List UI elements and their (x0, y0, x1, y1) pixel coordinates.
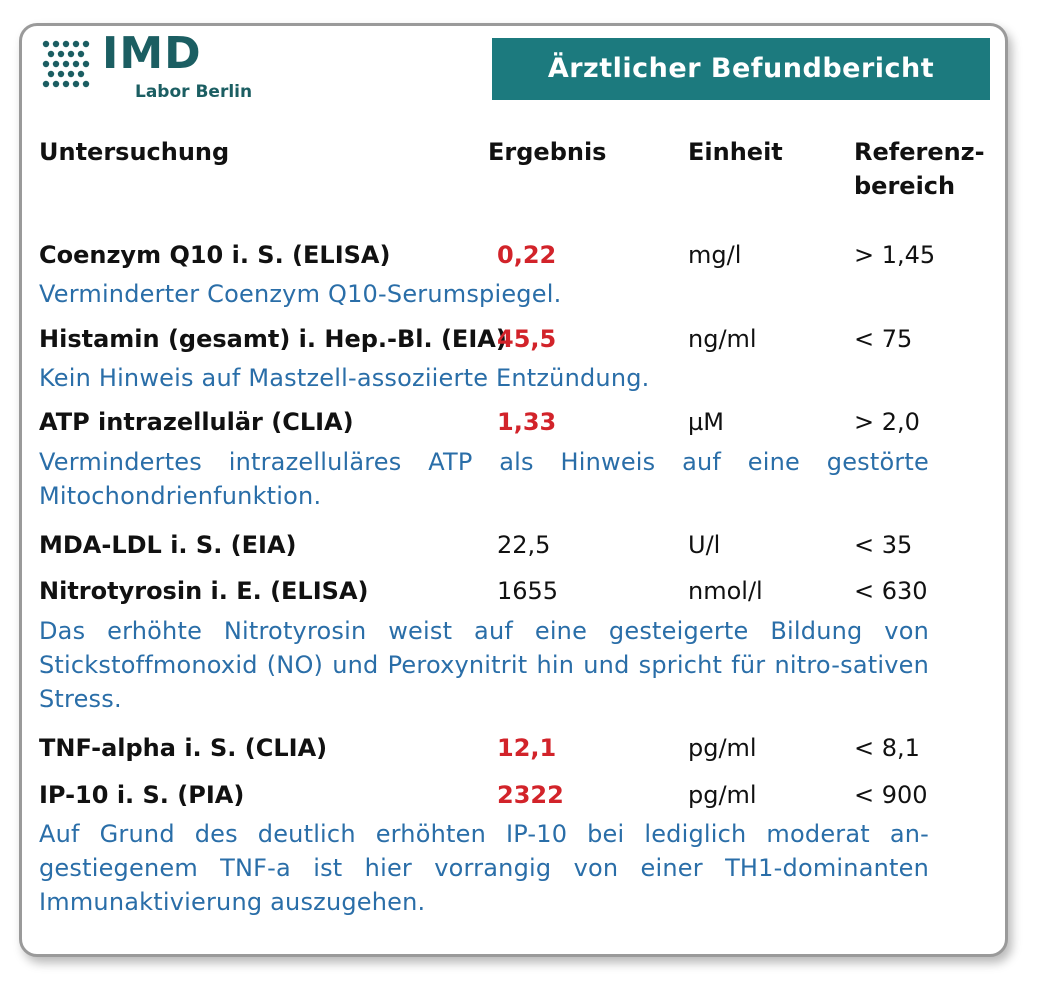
test-result: 0,22 (497, 241, 557, 269)
comment-ip-10: Auf Grund des deutlich erhöhten IP-10 bei lediglich moderat an-gestiegenem TNF-a ist hier vorrangig von einer TH1-dominanten Immunaktivierung auszugehen. (39, 820, 929, 916)
imd-logo (40, 28, 270, 108)
result-row-tnf-alpha (0, 731, 1046, 771)
test-reference: > 1,45 (854, 241, 936, 269)
header-reference-line1: Referenz- (854, 138, 985, 166)
test-unit: U/l (688, 531, 721, 559)
result-row-histamin (0, 322, 1046, 362)
result-row-nitrotyrosin (0, 574, 1046, 614)
test-reference: < 900 (854, 781, 928, 809)
result-row-atp (0, 405, 1046, 445)
test-unit: ng/ml (688, 325, 757, 353)
report-title-banner: Ärztlicher Befundbericht (492, 38, 990, 100)
header-result: Ergebnis (488, 138, 607, 166)
comment-nitrotyrosin: Das erhöhte Nitrotyrosin weist auf eine gesteigerte Bildung von Stickstoffmonoxid (NO) und Peroxynitrit hin und spricht für nitro-sativen Stress. (39, 617, 929, 713)
test-reference: < 75 (854, 325, 913, 353)
comment-histamin: Kein Hinweis auf Mastzell-assoziierte Entzündung. (39, 364, 650, 392)
result-row-mda-ldl (0, 528, 1046, 568)
test-unit: nmol/l (688, 577, 763, 605)
test-unit: mg/l (688, 241, 742, 269)
header-unit: Einheit (688, 138, 783, 166)
test-reference: < 35 (854, 531, 913, 559)
result-row-coenzym-q10 (0, 238, 1046, 278)
test-reference: < 630 (854, 577, 928, 605)
header-test: Untersuchung (39, 138, 230, 166)
test-unit: pg/ml (688, 734, 757, 762)
test-name: Nitrotyrosin i. E. (ELISA) (39, 577, 369, 605)
test-unit: µM (688, 408, 724, 436)
test-result: 12,1 (497, 734, 557, 762)
result-row-ip-10 (0, 778, 1046, 818)
comment-coenzym-q10: Verminderter Coenzym Q10-Serumspiegel. (39, 280, 562, 308)
test-name: Coenzym Q10 i. S. (ELISA) (39, 241, 391, 269)
comment-atp: Vermindertes intrazelluläres ATP als Hinweis auf eine gestörte Mitochondrienfunktion. (39, 448, 929, 510)
test-reference: < 8,1 (854, 734, 920, 762)
logo-text: IMD (102, 28, 202, 79)
test-result: 1655 (497, 577, 559, 605)
test-name: Histamin (gesamt) i. Hep.-Bl. (EIA) (39, 325, 507, 353)
test-result: 45,5 (497, 325, 557, 353)
logo-dots-icon (40, 38, 92, 90)
test-name: MDA-LDL i. S. (EIA) (39, 531, 297, 559)
logo-subtitle: Labor Berlin (135, 82, 253, 102)
test-result: 1,33 (497, 408, 557, 436)
test-unit: pg/ml (688, 781, 757, 809)
test-name: ATP intrazellulär (CLIA) (39, 408, 354, 436)
header-reference-line2: bereich (854, 172, 956, 200)
test-name: IP-10 i. S. (PIA) (39, 781, 245, 809)
test-reference: > 2,0 (854, 408, 920, 436)
test-result: 2322 (497, 781, 564, 809)
test-name: TNF-alpha i. S. (CLIA) (39, 734, 328, 762)
test-result: 22,5 (497, 531, 551, 559)
